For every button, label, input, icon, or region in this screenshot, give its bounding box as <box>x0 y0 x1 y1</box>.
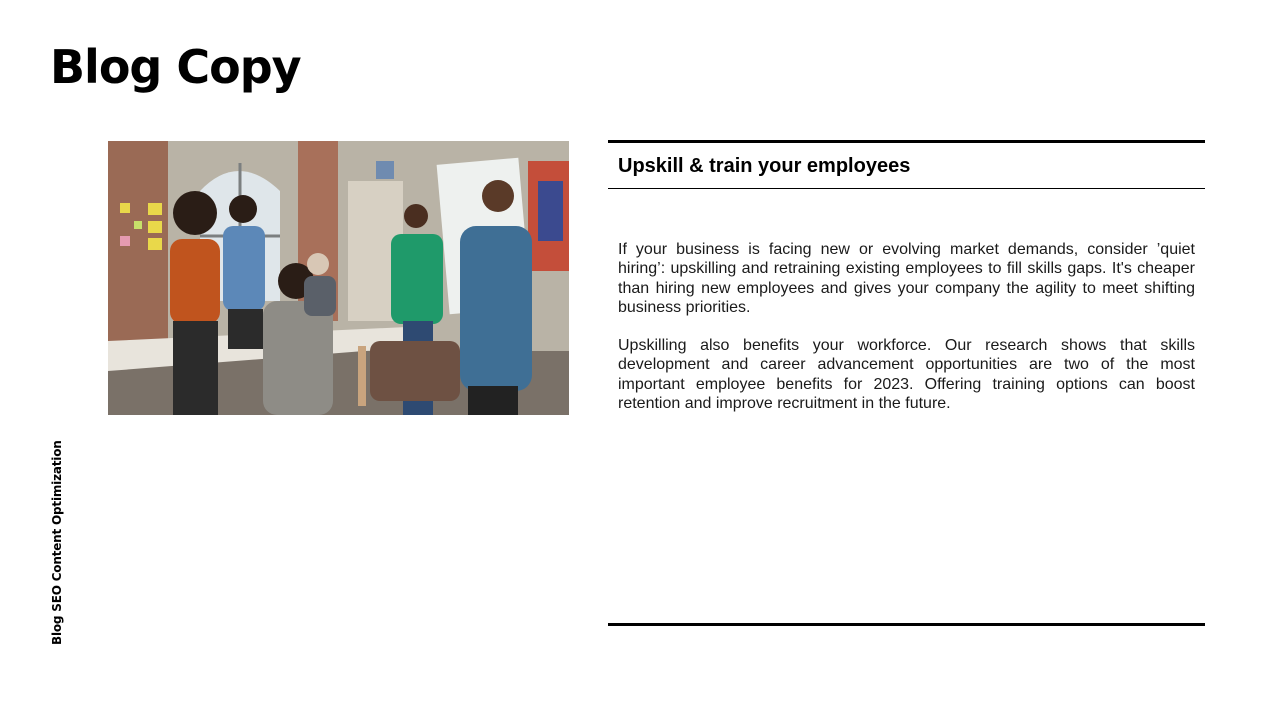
slide-title: Blog Copy <box>50 40 301 94</box>
side-label: Blog SEO Content Optimization <box>50 440 64 645</box>
panel-heading-rule <box>608 188 1205 189</box>
panel-heading: Upskill & train your employees <box>618 155 911 177</box>
paragraph: If your business is facing new or evolving market demands, consider ’quiet hiring’: upskilling and retraining existing employees to fill skills gaps. It's cheaper than hiring new employees and gives your company the agility to meet shifting business priorities. <box>618 241 1195 316</box>
panel-top-rule <box>608 140 1205 143</box>
paragraph: Upskilling also benefits your workforce. Our research shows that skills development and career advancement opportunities are two of the most important employee benefits for 2023. Offering training options can boost retention and improve recruitment in the future. <box>618 337 1195 413</box>
panel-bottom-rule <box>608 623 1205 626</box>
office-meeting-photo <box>108 141 569 415</box>
office-meeting-illustration <box>108 141 569 415</box>
panel-body <box>618 240 1195 432</box>
